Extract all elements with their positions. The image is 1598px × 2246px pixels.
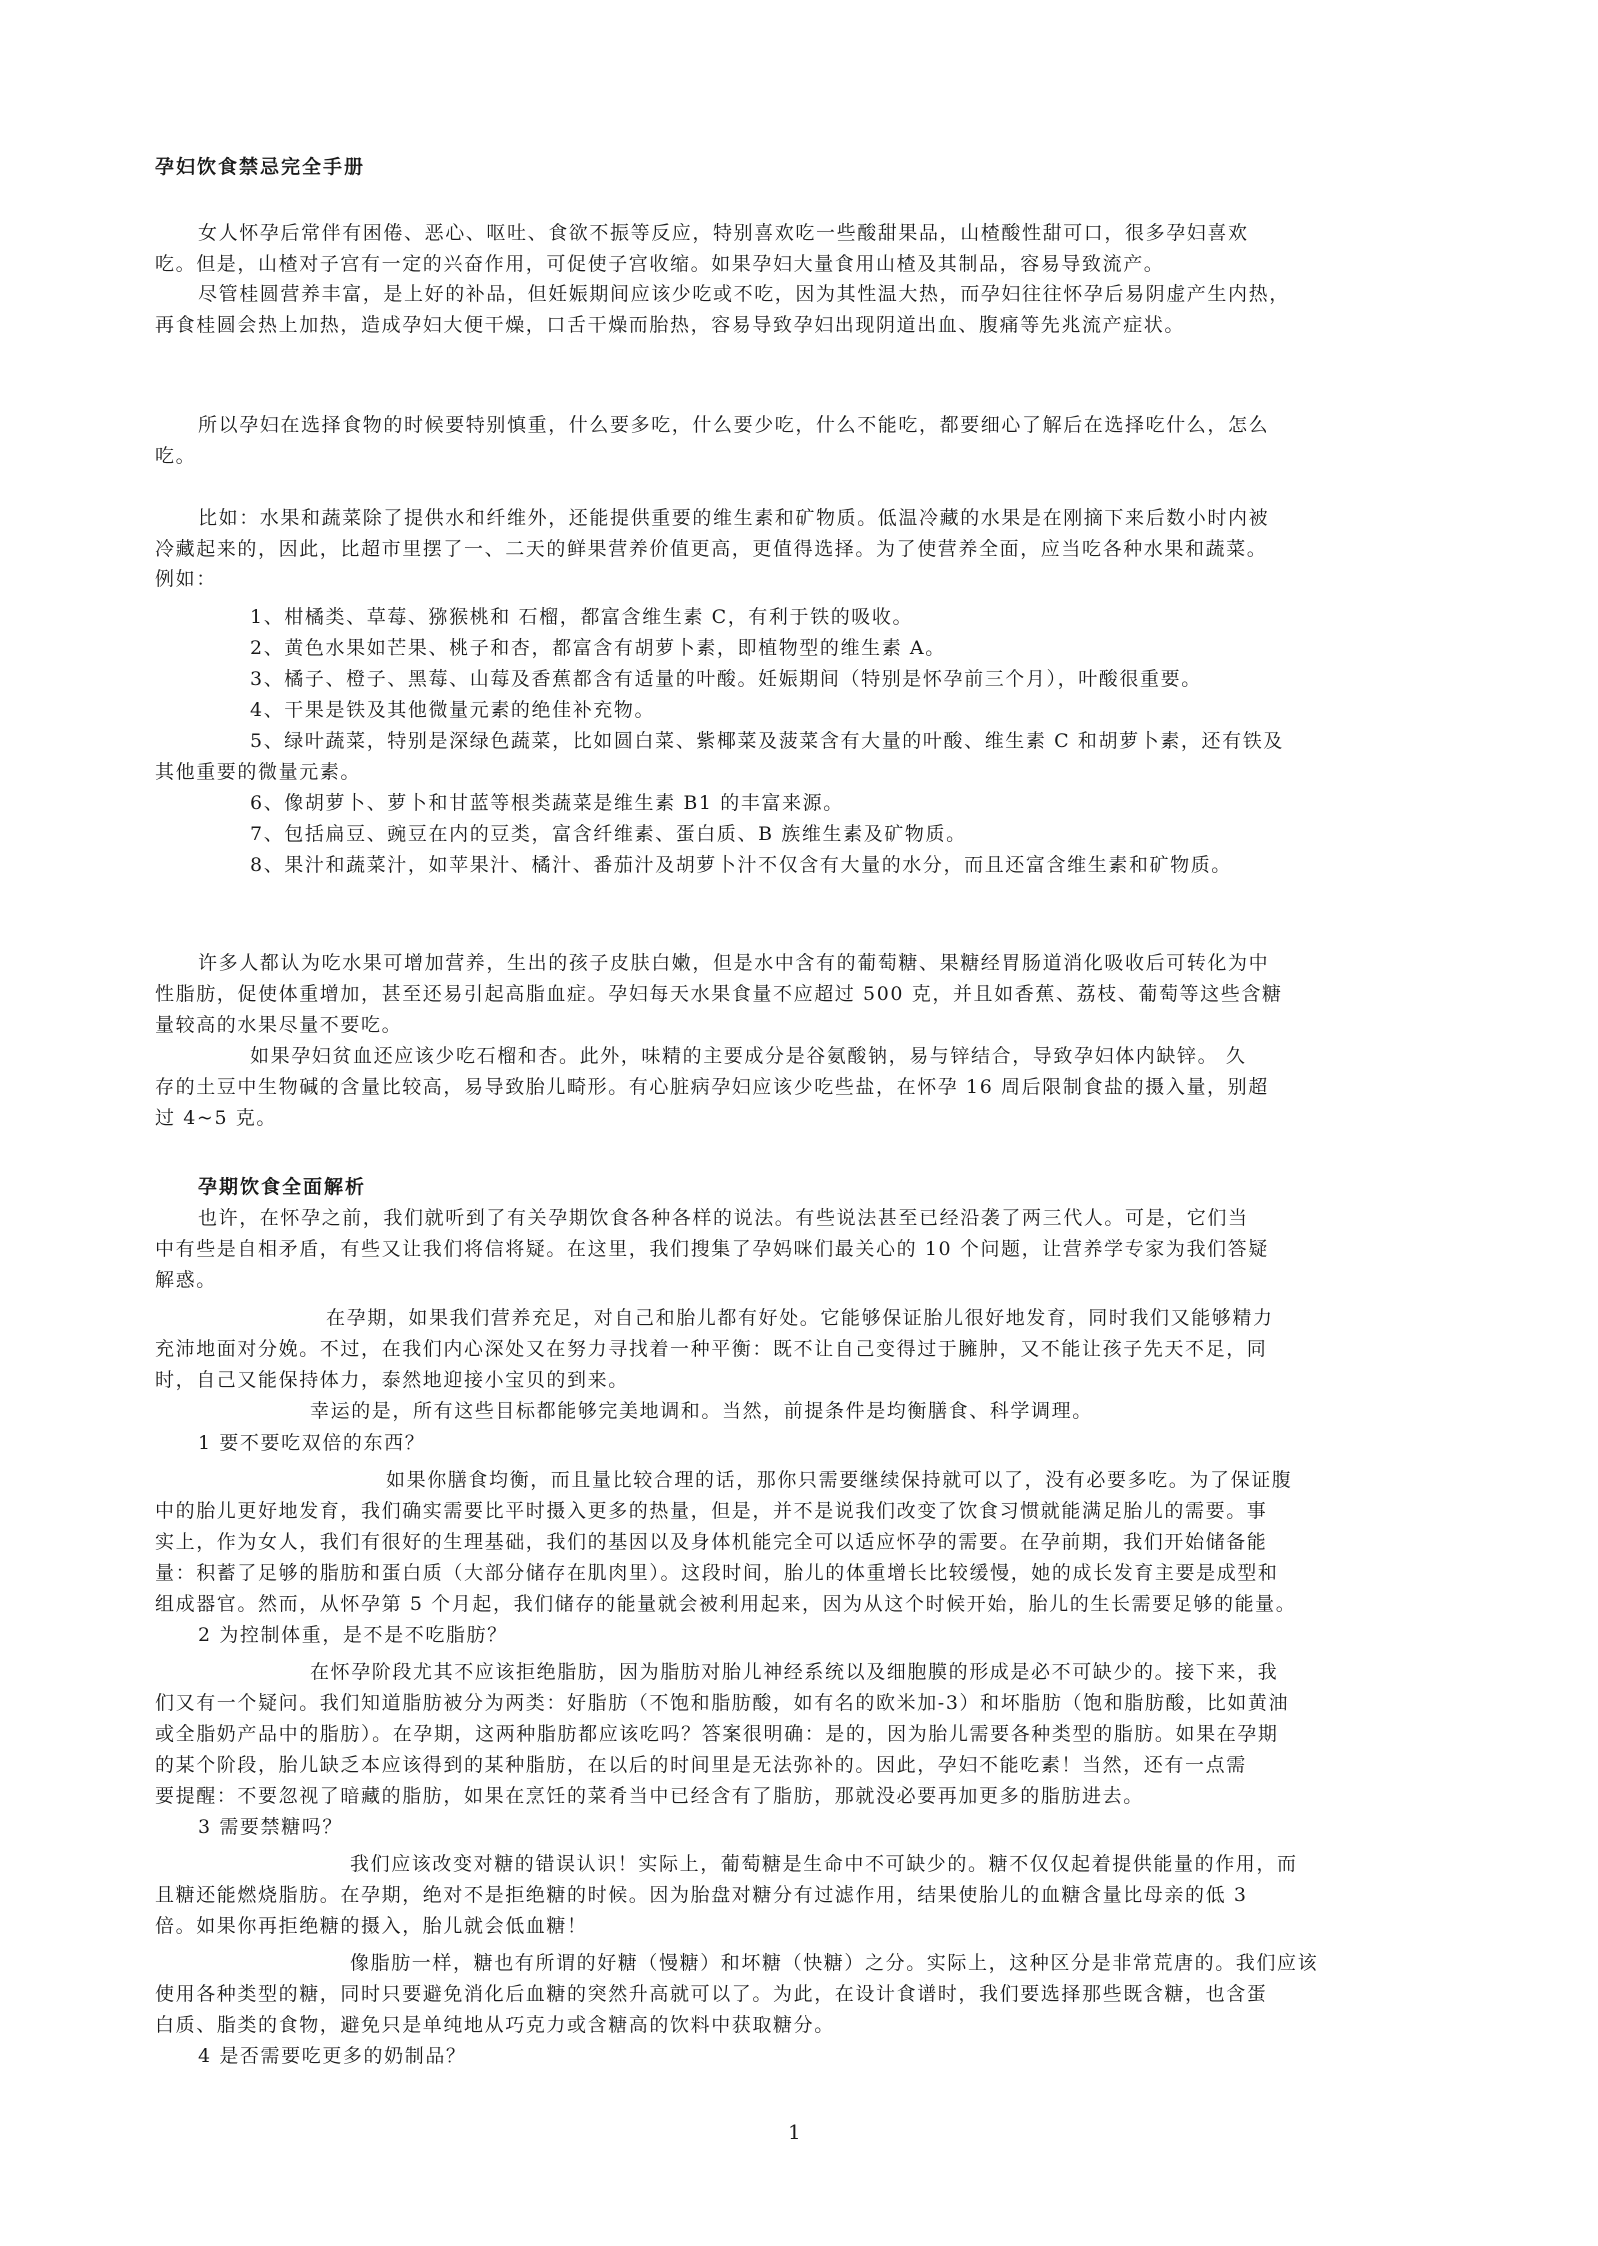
- paragraph-line: 或全脂奶产品中的脂肪）。在孕期，这两种脂肪都应该吃吗？答案很明确：是的，因为胎儿需要各种类型的脂肪。如果在孕期: [155, 1723, 1279, 1745]
- paragraph-line: 实上，作为女人，我们有很好的生理基础，我们的基因以及身体机能完全可以适应怀孕的需要。在孕前期，我们开始储备能: [155, 1531, 1268, 1553]
- paragraph-line: 的某个阶段，胎儿缺乏本应该得到的某种脂肪，在以后的时间里是无法弥补的。因此，孕妇不能吃素！当然，还有一点需: [155, 1754, 1247, 1776]
- list-item: 其他重要的微量元素。: [155, 761, 362, 783]
- paragraph-line: 许多人都认为吃水果可增加营养，生出的孩子皮肤白嫩，但是水中含有的葡萄糖、果糖经胃肠道消化吸收后可转化为中: [198, 952, 1270, 974]
- list-item: 5、绿叶蔬菜，特别是深绿色蔬菜，比如圆白菜、紫椰菜及菠菜含有大量的叶酸、维生素 C 和胡萝卜素，还有铁及: [250, 730, 1284, 752]
- section-title: 孕期饮食全面解析: [198, 1176, 367, 1198]
- paragraph-line: 要提醒：不要忽视了暗藏的脂肪，如果在烹饪的菜肴当中已经含有了脂肪，那就没必要再加更多的脂肪进去。: [155, 1785, 1144, 1807]
- paragraph-line: 量：积蓄了足够的脂肪和蛋白质（大部分储存在肌肉里）。这段时间，胎儿的体重增长比较缓慢，她的成长发育主要是成型和: [155, 1562, 1279, 1584]
- paragraph-line: 女人怀孕后常伴有困倦、恶心、呕吐、食欲不振等反应，特别喜欢吃一些酸甜果品，山楂酸性甜可口，很多孕妇喜欢: [198, 222, 1249, 244]
- question-heading: 3 需要禁糖吗？: [198, 1816, 343, 1838]
- paragraph-line: 量较高的水果尽量不要吃。: [155, 1014, 403, 1036]
- paragraph-line: 中有些是自相矛盾，有些又让我们将信将疑。在这里，我们搜集了孕妈咪们最关心的 10 个问题，让营养学专家为我们答疑: [155, 1238, 1269, 1260]
- page-number: 1: [788, 2120, 801, 2144]
- paragraph-line: 尽管桂圆营养丰富，是上好的补品，但妊娠期间应该少吃或不吃，因为其性温大热，而孕妇往往怀孕后易阴虚产生内热，: [198, 283, 1290, 305]
- paragraph-line: 存的土豆中生物碱的含量比较高，易导致胎儿畸形。有心脏病孕妇应该少吃些盐，在怀孕 16 周后限制食盐的摄入量，别超: [155, 1076, 1269, 1098]
- paragraph-line: 如果孕妇贫血还应该少吃石榴和杏。此外，味精的主要成分是谷氨酸钠，易与锌结合，导致孕妇体内缺锌。 久: [250, 1045, 1247, 1067]
- paragraph-line: 且糖还能燃烧脂肪。在孕期，绝对不是拒绝糖的时候。因为胎盘对糖分有过滤作用，结果使胎儿的血糖含量比母亲的低 3: [155, 1884, 1248, 1906]
- list-item: 6、像胡萝卜、萝卜和甘蓝等根类蔬菜是维生素 B1 的丰富来源。: [250, 792, 844, 814]
- list-item: 3、橘子、橙子、黑莓、山莓及香蕉都含有适量的叶酸。妊娠期间（特别是怀孕前三个月），叶酸很重要。: [250, 668, 1202, 690]
- paragraph-line: 吃。但是，山楂对子宫有一定的兴奋作用，可促使子宫收缩。如果孕妇大量食用山楂及其制品，容易导致流产。: [155, 253, 1165, 275]
- paragraph-line: 幸运的是，所有这些目标都能够完美地调和。当然，前提条件是均衡膳食、科学调理。: [310, 1400, 1093, 1422]
- paragraph-line: 例如：: [155, 568, 217, 590]
- document-title: 孕妇饮食禁忌完全手册: [155, 156, 366, 178]
- question-heading: 2 为控制体重，是不是不吃脂肪？: [198, 1624, 508, 1646]
- paragraph-line: 在孕期，如果我们营养充足，对自己和胎儿都有好处。它能够保证胎儿很好地发育，同时我们又能够精力: [326, 1307, 1274, 1329]
- paragraph-line: 比如：水果和蔬菜除了提供水和纤维外，还能提供重要的维生素和矿物质。低温冷藏的水果是在刚摘下来后数小时内被: [198, 507, 1270, 529]
- paragraph-line: 如果你膳食均衡，而且量比较合理的话，那你只需要继续保持就可以了，没有必要多吃。为了保证腹: [386, 1469, 1293, 1491]
- paragraph-line: 在怀孕阶段尤其不应该拒绝脂肪，因为脂肪对胎儿神经系统以及细胞膜的形成是必不可缺少的。接下来，我: [310, 1661, 1279, 1683]
- list-item: 4、干果是铁及其他微量元素的绝佳补充物。: [250, 699, 656, 721]
- paragraph-line: 性脂肪，促使体重增加，甚至还易引起高脂血症。孕妇每天水果食量不应超过 500 克，并且如香蕉、荔枝、葡萄等这些含糖: [155, 983, 1283, 1005]
- paragraph-line: 使用各种类型的糖，同时只要避免消化后血糖的突然升高就可以了。为此，在设计食谱时，我们要选择那些既含糖，也含蛋: [155, 1983, 1268, 2005]
- paragraph-line: 组成器官。然而，从怀孕第 5 个月起，我们储存的能量就会被利用起来，因为从这个时候开始，胎儿的生长需要足够的能量。: [155, 1593, 1297, 1615]
- paragraph-line: 吃。: [155, 445, 197, 467]
- paragraph-line: 们又有一个疑问。我们知道脂肪被分为两类：好脂肪（不饱和脂肪酸，如有名的欧米加-3）和坏脂肪（饱和脂肪酸，比如黄油: [155, 1692, 1290, 1714]
- list-item: 2、黄色水果如芒果、桃子和杏，都富含有胡萝卜素，即植物型的维生素 A。: [250, 637, 946, 659]
- list-item: 7、包括扁豆、豌豆在内的豆类，富含纤维素、蛋白质、B 族维生素及矿物质。: [250, 823, 967, 845]
- paragraph-line: 中的胎儿更好地发育，我们确实需要比平时摄入更多的热量，但是，并不是说我们改变了饮食习惯就能满足胎儿的需要。事: [155, 1500, 1268, 1522]
- paragraph-line: 所以孕妇在选择食物的时候要特别慎重，什么要多吃，什么要少吃，什么不能吃，都要细心了解后在选择吃什么，怎么: [198, 414, 1270, 436]
- question-heading: 1 要不要吃双倍的东西？: [198, 1432, 426, 1454]
- paragraph-line: 解惑。: [155, 1269, 217, 1291]
- paragraph-line: 也许，在怀孕之前，我们就听到了有关孕期饮食各种各样的说法。有些说法甚至已经沿袭了两三代人。可是，它们当: [198, 1207, 1249, 1229]
- paragraph-line: 时，自己又能保持体力，泰然地迎接小宝贝的到来。: [155, 1369, 629, 1391]
- paragraph-line: 像脂肪一样，糖也有所谓的好糖（慢糖）和坏糖（快糖）之分。实际上，这种区分是非常荒唐的。我们应该: [350, 1952, 1319, 1974]
- question-heading: 4 是否需要吃更多的奶制品？: [198, 2045, 467, 2067]
- paragraph-line: 白质、脂类的食物，避免只是单纯地从巧克力或含糖高的饮料中获取糖分。: [155, 2014, 835, 2036]
- paragraph-line: 我们应该改变对糖的错误认识！实际上，葡萄糖是生命中不可缺少的。糖不仅仅起着提供能量的作用，而: [350, 1853, 1298, 1875]
- paragraph-line: 倍。如果你再拒绝糖的摄入，胎儿就会低血糖！: [155, 1915, 588, 1937]
- list-item: 1、柑橘类、草莓、猕猴桃和 石榴，都富含维生素 C，有利于铁的吸收。: [250, 606, 914, 628]
- paragraph-line: 过 4~5 克。: [155, 1107, 277, 1129]
- list-item: 8、果汁和蔬菜汁，如苹果汁、橘汁、番茄汁及胡萝卜汁不仅含有大量的水分，而且还富含维生素和矿物质。: [250, 854, 1232, 876]
- paragraph-line: 冷藏起来的，因此，比超市里摆了一、二天的鲜果营养价值更高，更值得选择。为了使营养全面，应当吃各种水果和蔬菜。: [155, 538, 1268, 560]
- paragraph-line: 再食桂圆会热上加热，造成孕妇大便干燥，口舌干燥而胎热，容易导致孕妇出现阴道出血、腹痛等先兆流产症状。: [155, 314, 1186, 336]
- paragraph-line: 充沛地面对分娩。不过，在我们内心深处又在努力寻找着一种平衡：既不让自己变得过于臃肿，又不能让孩子先天不足，同: [155, 1338, 1268, 1360]
